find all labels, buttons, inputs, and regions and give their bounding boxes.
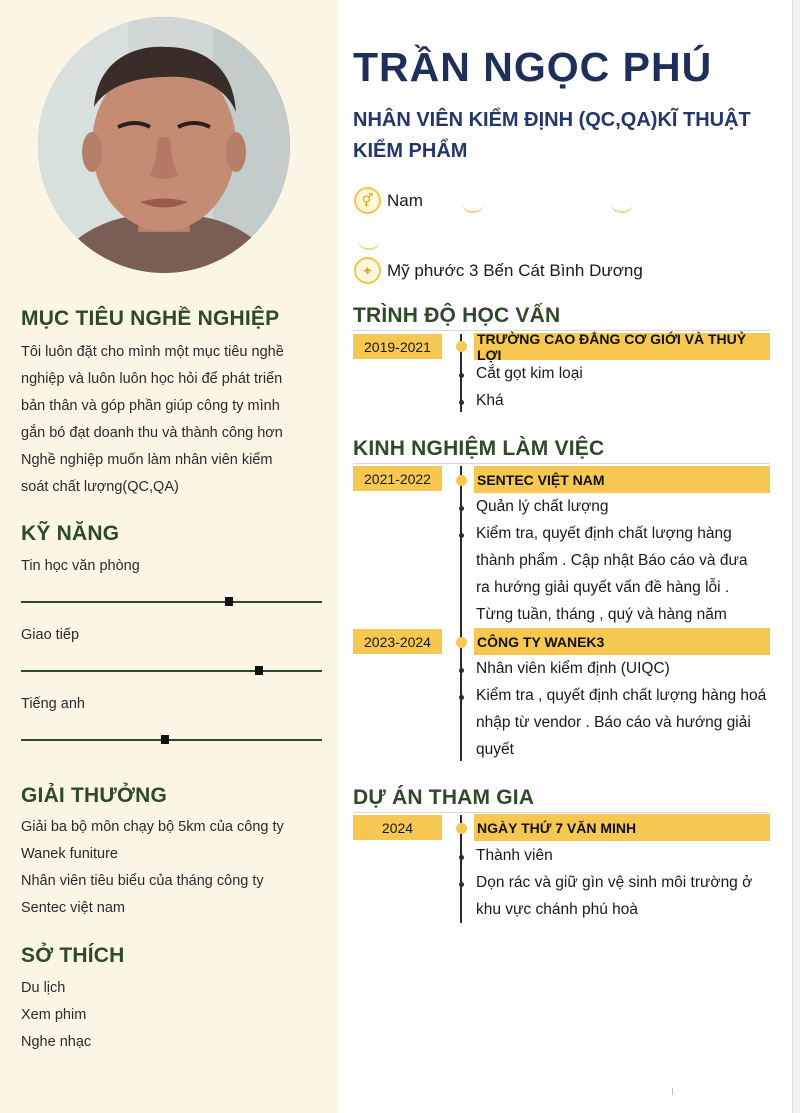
skill-bar (21, 601, 322, 603)
decorative-arc (462, 203, 484, 213)
education-heading: TRÌNH ĐỘ HỌC VẤN (353, 304, 561, 327)
experience-item-line: ra hướng giải quyết vấn đề hàng lỗi . (476, 579, 730, 596)
page-mark (672, 1088, 673, 1095)
experience-item-line: nhập từ vendor . Báo cáo và hướng giải (476, 714, 751, 731)
hobbies-heading: SỞ THÍCH (21, 944, 125, 967)
skill-bar (21, 739, 322, 741)
education-item (476, 360, 770, 387)
experience-item-line: Kiểm tra , quyết định chất lượng hàng hoá (476, 687, 767, 704)
education-item-line: Cắt gọt kim loại (476, 365, 583, 382)
education-item (476, 387, 770, 414)
projects-heading: DỰ ÁN THAM GIA (353, 786, 535, 809)
address-value: Mỹ phước 3 Bến Cát Bình Dương (387, 260, 643, 280)
location-icon: ⌖ (354, 257, 381, 284)
position-line: NHÂN VIÊN KIỂM ĐỊNH (QC,QA)KĨ THUẬT (353, 109, 751, 131)
project-name: NGÀY THỨ 7 VĂN MINH (474, 814, 770, 841)
bullet-dot (459, 668, 464, 673)
profile-photo (38, 17, 290, 273)
experience-date: 2023-2024 (353, 629, 442, 654)
education-school: TRƯỜNG CAO ĐẲNG CƠ GIỚI VÀ THUỶ LỢI (474, 333, 770, 360)
experience-date: 2021-2022 (353, 466, 442, 491)
awards-heading: GIẢI THƯỞNG (21, 784, 168, 807)
objective-line: Tôi luôn đặt cho mình một mục tiêu nghề (21, 344, 284, 360)
objective-line: soát chất lượng(QC,QA) (21, 479, 179, 495)
hobby-item: Xem phim (21, 1007, 87, 1023)
section-divider (353, 463, 770, 464)
experience-heading: KINH NGHIỆM LÀM VIỆC (353, 437, 605, 460)
timeline-dot (456, 823, 467, 834)
timeline-dot (456, 341, 467, 352)
skills-heading: KỸ NĂNG (21, 522, 120, 545)
experience-item-line: quyết (476, 741, 514, 758)
decorative-arc (611, 203, 633, 213)
experience-item (476, 655, 770, 682)
experience-company: CÔNG TY WANEK3 (474, 628, 770, 655)
experience-company: SENTEC VIỆT NAM (474, 466, 770, 493)
experience-item (476, 682, 770, 763)
project-item (476, 842, 770, 869)
award-line: Sentec việt nam (21, 900, 125, 916)
candidate-name: TRẦN NGỌC PHÚ (353, 44, 713, 90)
skill-name: Tiếng anh (21, 696, 85, 712)
position-line: KIỂM PHẨM (353, 140, 468, 162)
objective-line: Nghề nghiệp muốn làm nhân viên kiểm (21, 452, 273, 468)
section-divider (353, 812, 770, 813)
skill-bar (21, 670, 322, 672)
objective-line: bản thân và góp phần giúp công ty mình (21, 398, 280, 414)
project-item-line: khu vực chánh phú hoà (476, 901, 639, 918)
education-date: 2019-2021 (353, 334, 442, 359)
decorative-arc (358, 240, 380, 250)
award-line: Nhân viên tiêu biểu của tháng công ty (21, 873, 264, 889)
project-item-line: Dọn rác và giữ gìn vệ sinh môi trường ở (476, 874, 753, 891)
experience-item-line: Quản lý chất lượng (476, 498, 609, 515)
gender-value: Nam (387, 190, 423, 210)
hobbies-list (21, 975, 325, 1056)
skill-name: Giao tiếp (21, 627, 80, 643)
page-edge (792, 0, 800, 1113)
address-row (354, 257, 643, 284)
bullet-dot (459, 373, 464, 378)
skill-level-marker (225, 597, 233, 606)
award-line: Giải ba bộ môn chạy bộ 5km của công ty (21, 819, 284, 835)
bullet-dot (459, 882, 464, 887)
hobby-item: Nghe nhạc (21, 1034, 92, 1050)
skill-level-marker (161, 735, 169, 744)
award-line: Wanek funiture (21, 846, 118, 862)
experience-item-line: Kiểm tra, quyết định chất lượng hàng (476, 525, 732, 542)
objective-text (21, 339, 325, 501)
experience-item (476, 493, 770, 520)
bullet-dot (459, 506, 464, 511)
project-item-line: Thành viên (476, 847, 553, 864)
bullet-dot (459, 400, 464, 405)
objective-line: gắn bó đạt doanh thu và thành công hơn (21, 425, 283, 441)
education-item-line: Khá (476, 392, 504, 409)
timeline-dot (456, 475, 467, 486)
project-item (476, 869, 770, 923)
experience-item-line: thành phẩm . Cập nhật Báo cáo và đưa (476, 552, 748, 569)
desired-position (353, 105, 773, 167)
bullet-dot (459, 533, 464, 538)
gender-icon: ⚥ (354, 187, 381, 214)
experience-item (476, 520, 770, 628)
objective-heading: MỤC TIÊU NGHỀ NGHIỆP (21, 307, 280, 330)
project-date: 2024 (353, 815, 442, 840)
gender-row (354, 187, 423, 214)
objective-line: nghiệp và luôn luôn học hỏi để phát triển (21, 371, 283, 387)
awards-text (21, 814, 325, 922)
hobby-item: Du lịch (21, 980, 66, 996)
skill-name: Tin học văn phòng (21, 558, 140, 574)
bullet-dot (459, 855, 464, 860)
bullet-dot (459, 695, 464, 700)
experience-item-line: Từng tuần, tháng , quý và hàng năm (476, 606, 727, 623)
skill-level-marker (255, 666, 263, 675)
timeline-dot (456, 637, 467, 648)
experience-item-line: Nhân viên kiểm định (UIQC) (476, 660, 670, 677)
